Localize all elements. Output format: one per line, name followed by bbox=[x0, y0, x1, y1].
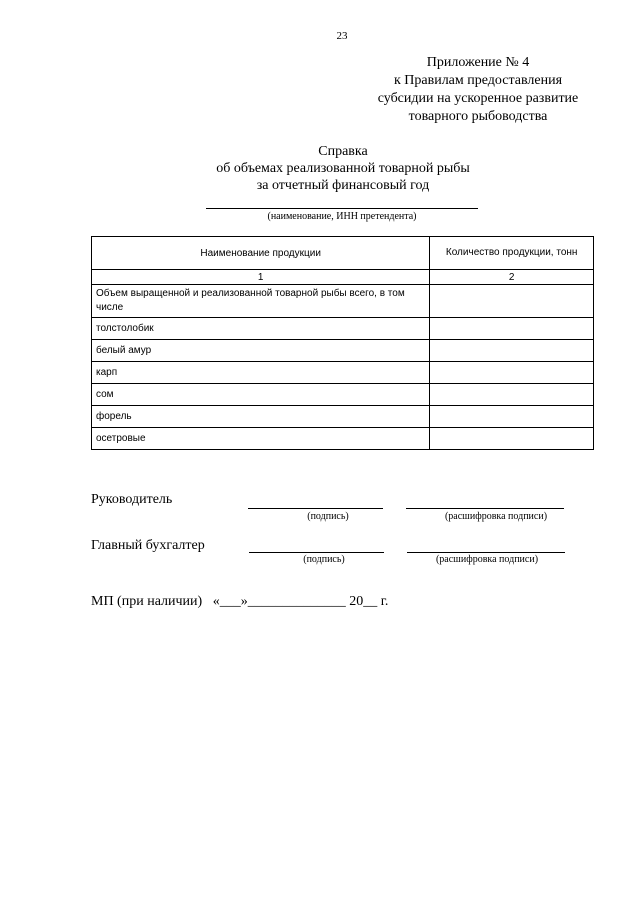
stamp-date-line: МП (при наличии) «___»______________ 20__ г. bbox=[91, 594, 389, 609]
table-row bbox=[92, 406, 594, 428]
accountant-signature-line bbox=[249, 552, 384, 553]
accountant-decoding-line bbox=[407, 552, 565, 553]
table-header-row bbox=[92, 237, 594, 270]
title-line-2: об объемах реализованной товарной рыбы bbox=[216, 161, 470, 176]
row-label: карп bbox=[92, 362, 430, 384]
table-row bbox=[92, 285, 594, 318]
accountant-signature-caption: (подпись) bbox=[303, 554, 345, 565]
table-row bbox=[92, 428, 594, 450]
appendix-line-2: к Правилам предоставления bbox=[393, 73, 563, 88]
row-value-cell[interactable] bbox=[430, 362, 594, 384]
row-label: форель bbox=[92, 406, 430, 428]
production-table bbox=[91, 236, 594, 450]
header-quantity: Количество продукции, тонн bbox=[430, 237, 594, 270]
accountant-decoding-caption: (расшифровка подписи) bbox=[435, 554, 539, 565]
accountant-label: Главный бухгалтер bbox=[91, 538, 205, 553]
row-label: осетровые bbox=[92, 428, 430, 450]
page-number: 23 bbox=[336, 30, 348, 42]
row-value-cell[interactable] bbox=[430, 340, 594, 362]
applicant-line bbox=[206, 208, 478, 209]
appendix-line-3: субсидии на ускоренное развитие bbox=[377, 91, 579, 106]
header-product-name: Наименование продукции bbox=[92, 237, 430, 270]
title-line-1: Справка bbox=[318, 144, 368, 159]
column-number-row bbox=[92, 270, 594, 285]
table-row bbox=[92, 384, 594, 406]
appendix-reference bbox=[360, 54, 596, 126]
row-label: сом bbox=[92, 384, 430, 406]
head-signature-caption: (подпись) bbox=[307, 511, 349, 522]
head-decoding-caption: (расшифровка подписи) bbox=[444, 511, 548, 522]
table-row bbox=[92, 318, 594, 340]
row-label: белый амур bbox=[92, 340, 430, 362]
applicant-caption: (наименование, ИНН претендента) bbox=[267, 211, 417, 222]
row-value-cell[interactable] bbox=[430, 318, 594, 340]
table-row bbox=[92, 340, 594, 362]
appendix-line-4: товарного рыбоводства bbox=[408, 109, 548, 124]
head-signature-line bbox=[248, 508, 383, 509]
appendix-line-1: Приложение № 4 bbox=[426, 55, 530, 70]
row-value-cell[interactable] bbox=[430, 384, 594, 406]
document-title bbox=[150, 143, 536, 194]
row-value-cell[interactable] bbox=[430, 406, 594, 428]
row-label: Объем выращенной и реализованной товарной рыбы всего, в том числе bbox=[92, 285, 430, 318]
row-value-cell[interactable] bbox=[430, 285, 594, 318]
head-label: Руководитель bbox=[91, 492, 173, 507]
row-value-cell[interactable] bbox=[430, 428, 594, 450]
column-number-1: 1 bbox=[92, 270, 430, 285]
row-label: толстолобик bbox=[92, 318, 430, 340]
column-number-2: 2 bbox=[430, 270, 594, 285]
head-decoding-line bbox=[406, 508, 564, 509]
title-line-3: за отчетный финансовый год bbox=[256, 178, 430, 193]
table-row bbox=[92, 362, 594, 384]
